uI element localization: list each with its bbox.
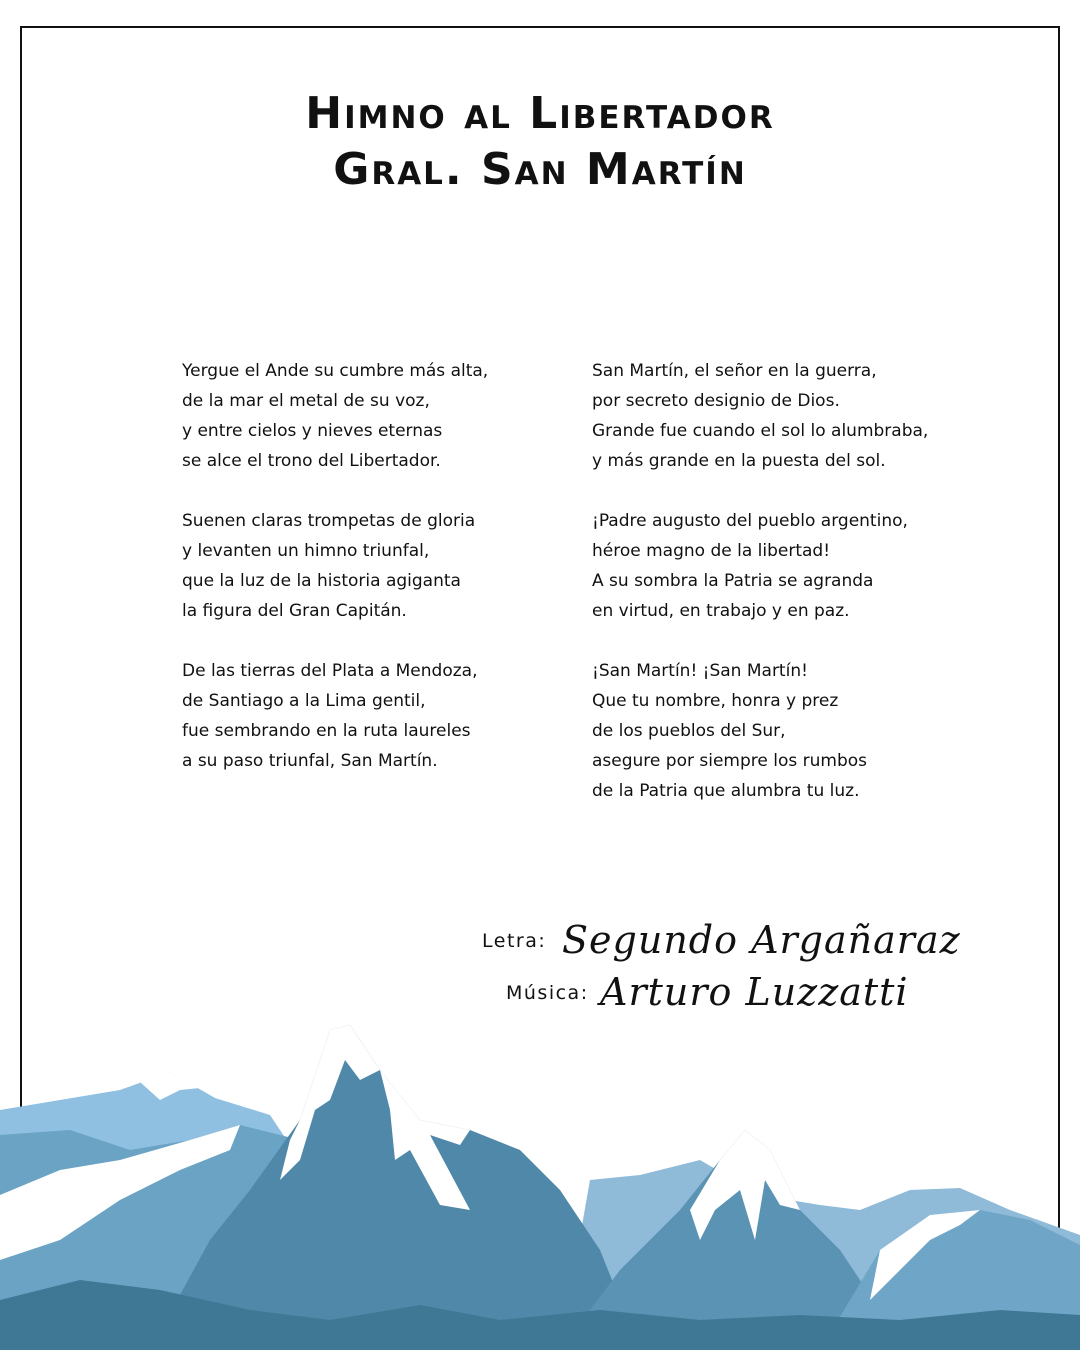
music-label: Música: (506, 982, 589, 1004)
verse-line: de la mar el metal de su voz, (182, 391, 430, 411)
verse-line: ¡Padre augusto del pueblo argentino, (592, 511, 908, 531)
verse-line: De las tierras del Plata a Mendoza, (182, 661, 478, 681)
music-author: Arturo Luzzatti (600, 970, 909, 1014)
verse-line: y más grande en la puesta del sol. (592, 451, 886, 471)
verse-line: Suenen claras trompetas de gloria (182, 511, 476, 531)
verse-line: Grande fue cuando el sol lo alumbraba, (592, 421, 929, 441)
lyrics-credit (440, 918, 961, 970)
mountain-range-illustration (0, 1010, 1080, 1350)
stanza (592, 506, 928, 626)
verse-line: A su sombra la Patria se agranda (592, 571, 874, 591)
verse-line: San Martín, el señor en la guerra, (592, 361, 877, 381)
verse-line: se alce el trono del Libertador. (182, 451, 441, 471)
stanza (182, 506, 488, 626)
title-line-1: Himno al Libertador (305, 88, 775, 139)
verse-line: fue sembrando en la ruta laureles (182, 721, 471, 741)
stanza (592, 356, 928, 476)
verse-line: a su paso triunfal, San Martín. (182, 751, 438, 771)
verse-line: de Santiago a la Lima gentil, (182, 691, 426, 711)
verse-line: en virtud, en trabajo y en paz. (592, 601, 850, 621)
verse-line: ¡San Martín! ¡San Martín! (592, 661, 808, 681)
stanza (592, 656, 928, 806)
stanza (182, 356, 488, 476)
stanza (182, 656, 488, 776)
verse-line: Yergue el Ande su cumbre más alta, (182, 361, 489, 381)
verse-line: la figura del Gran Capitán. (182, 601, 407, 621)
page-title (0, 86, 1080, 198)
verse-line: Que tu nombre, honra y prez (592, 691, 839, 711)
title-line-2: Gral. San Martín (333, 144, 747, 195)
lyrics-label: Letra: (482, 930, 547, 952)
verse-line: por secreto designio de Dios. (592, 391, 840, 411)
verse-line: que la luz de la historia agiganta (182, 571, 461, 591)
verse-line: héroe magno de la libertad! (592, 541, 831, 561)
lyrics-left-column (182, 356, 488, 806)
verse-line: asegure por siempre los rumbos (592, 751, 867, 771)
verse-line: y levanten un himno triunfal, (182, 541, 430, 561)
credits (440, 918, 961, 1022)
verse-line: de la Patria que alumbra tu luz. (592, 781, 860, 801)
verse-line: y entre cielos y nieves eternas (182, 421, 443, 441)
lyrics-right-column (592, 356, 928, 836)
lyrics-author: Segundo Argañaraz (562, 918, 961, 962)
verse-line: de los pueblos del Sur, (592, 721, 786, 741)
